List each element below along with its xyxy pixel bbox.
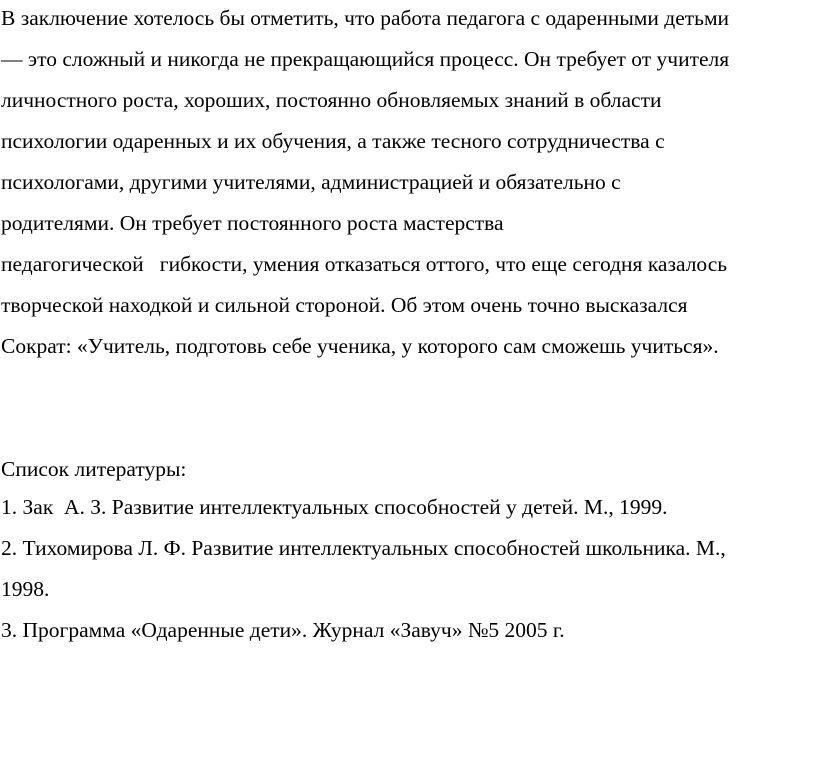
conclusion-line: Сократ: «Учитель, подготовь себе ученика, у которого сам сможешь учиться».: [1, 334, 719, 358]
reference-item: 3. Программа «Одаренные дети». Журнал «Завуч» №5 2005 г.: [1, 618, 565, 642]
conclusion-line: В заключение хотелось бы отметить, что работа педагога с одаренными детьми: [1, 6, 730, 30]
reference-item-continuation: 1998.: [1, 577, 50, 601]
conclusion-line: педагогической гибкости, умения отказаться оттого, что еще сегодня казалось: [1, 252, 728, 276]
conclusion-line: психологии одаренных и их обучения, а также тесного сотрудничества с: [1, 129, 665, 153]
conclusion-line: — это сложный и никогда не прекращающийся процесс. Он требует от учителя: [1, 47, 730, 71]
conclusion-line: родителями. Он требует постоянного роста мастерства: [1, 211, 504, 235]
conclusion-line: творческой находкой и сильной стороной. Об этом очень точно высказался: [1, 293, 688, 317]
conclusion-line: психологами, другими учителями, администрацией и обязательно с: [1, 170, 621, 194]
reference-item: 1. Зак А. З. Развитие интеллектуальных способностей у детей. М., 1999.: [1, 495, 668, 519]
conclusion-line: личностного роста, хороших, постоянно обновляемых знаний в области: [1, 88, 662, 112]
reference-item: 2. Тихомирова Л. Ф. Развитие интеллектуальных способностей школьника. М.,: [1, 536, 726, 560]
references-heading: Список литературы:: [1, 457, 187, 481]
